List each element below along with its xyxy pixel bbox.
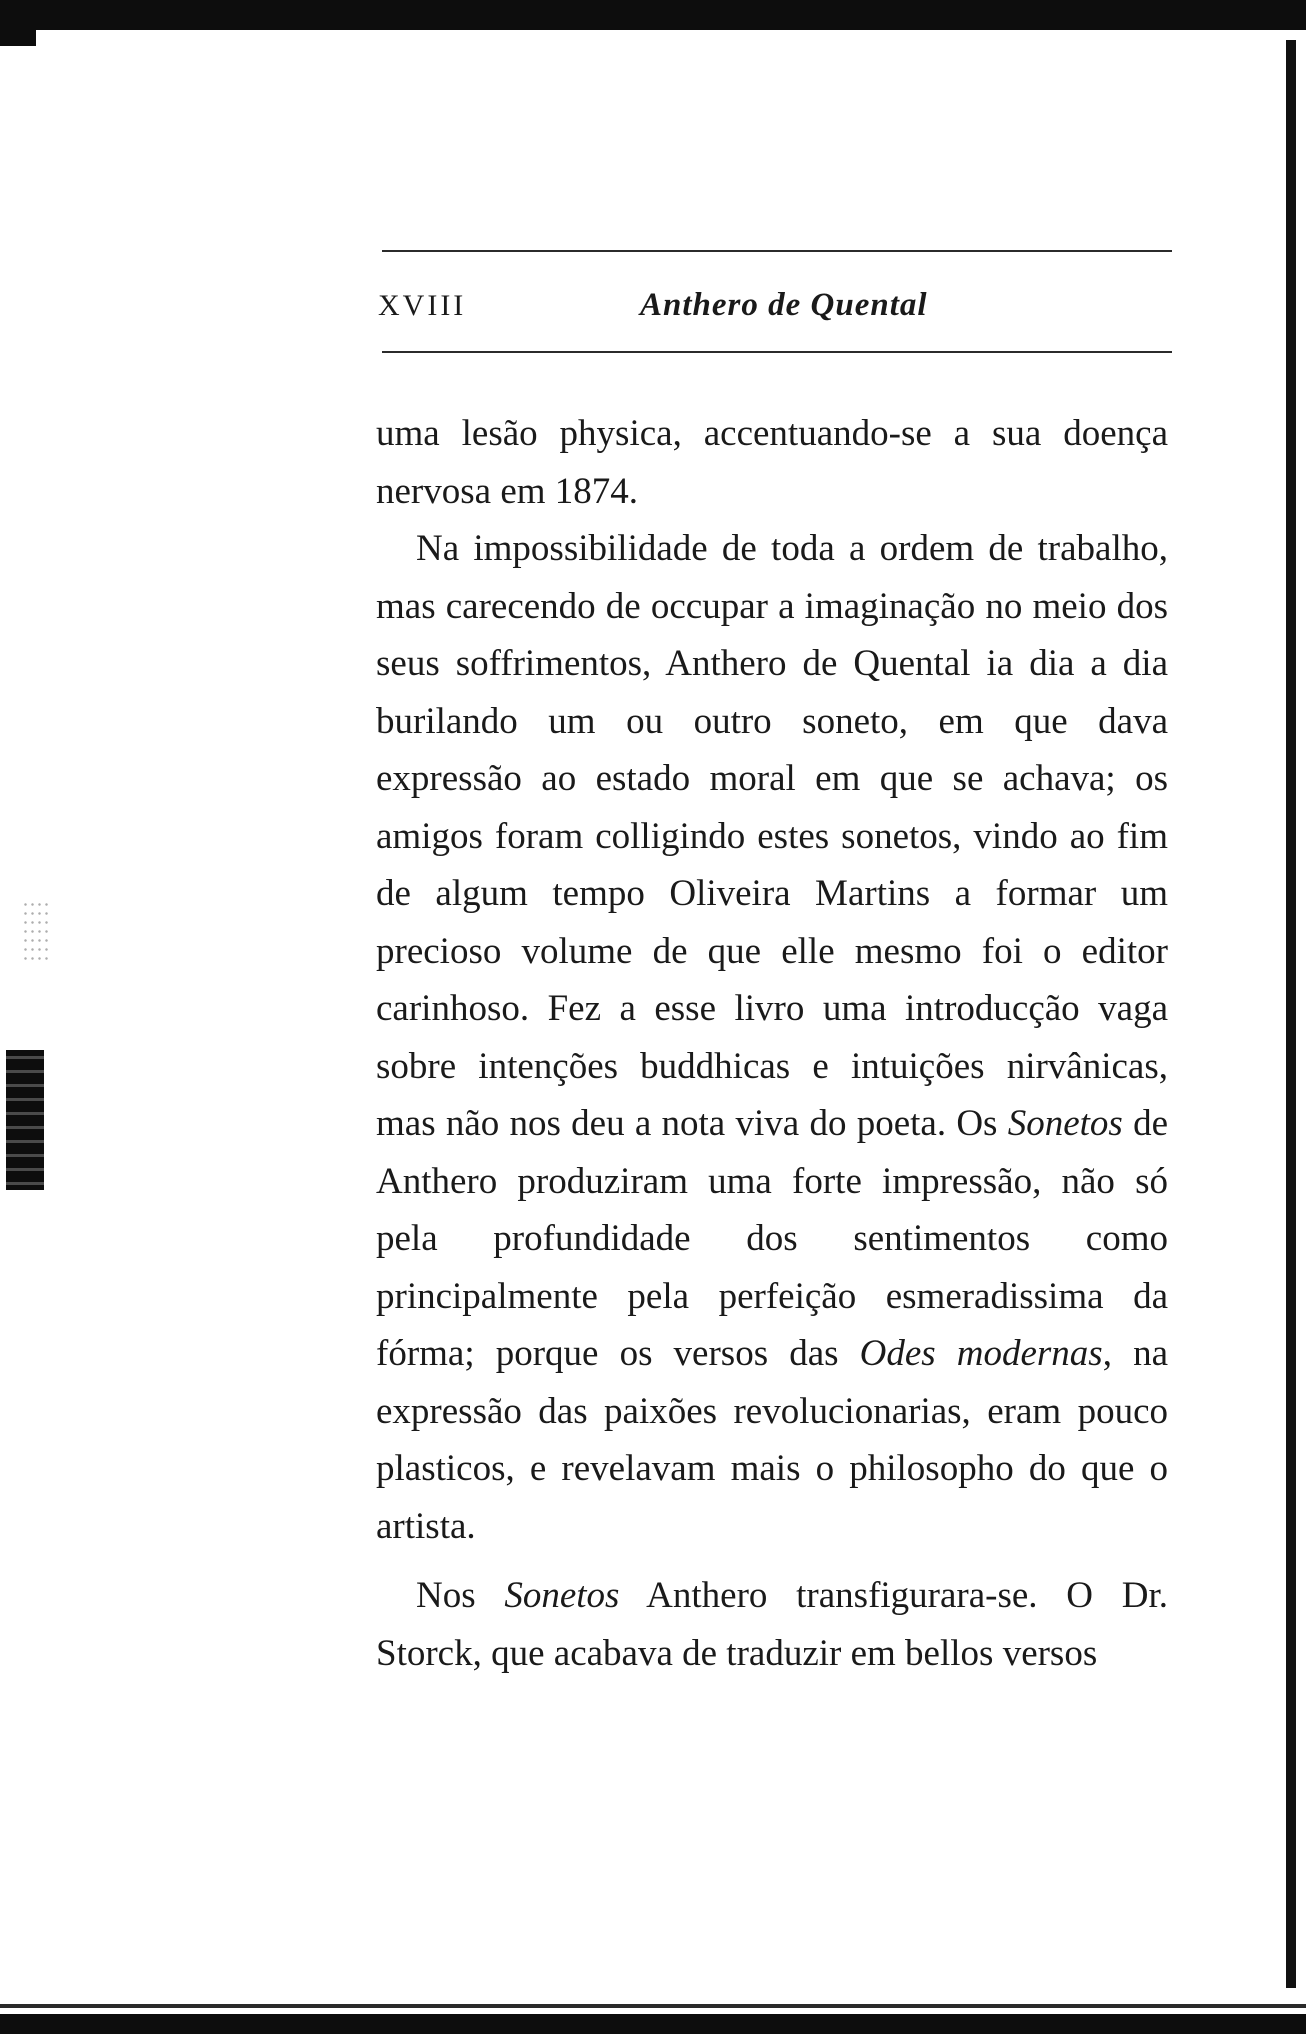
italic-title-sonetos-2: Sonetos: [504, 1575, 620, 1616]
paragraph-1: [376, 405, 1168, 520]
scan-border-top: [0, 0, 1306, 40]
paragraph-3: [376, 1567, 1168, 1682]
paragraph-3-text-b: Anthero transfigurara-se. O Dr. Storck, que acabava de traduzir em bellos versos: [376, 1575, 1168, 1674]
paragraph-2-text-a: Na impossibilidade de toda a ordem de trabalho, mas carecendo de occupar a imaginação no meio dos seus soffrimentos, Anthero de Quental ia dia a dia burilando um ou outro soneto, em que dava expressão ao estado moral em que se achava; os amigos foram colligindo estes sonetos, vindo ao fim de algum tempo Oliveira Martins a formar um precioso volume de que elle mesmo foi o editor carinhoso. Fez a esse livro uma introducção vaga sobre intenções buddhicas e intuições nirvânicas, mas não nos deu a nota viva do poeta. Os: [376, 528, 1168, 1144]
page-body: [376, 405, 1168, 1682]
paragraph-2-text-b: de Anthero produziram uma forte impressão, não só pela profundidade dos sentimentos como principalmente pela perfeição esmeradissima da fórma; porque os versos das: [376, 1103, 1168, 1374]
scan-border-right: [1278, 40, 1306, 2000]
scan-border-bottom: [0, 1988, 1306, 2034]
scan-smudge-left: [6, 1050, 44, 1190]
paragraph-3-text-a: Nos: [416, 1575, 505, 1616]
header-rule-bottom: [382, 351, 1172, 353]
italic-title-odes-modernas: Odes modernas: [859, 1333, 1103, 1374]
header-rule-top: [382, 250, 1172, 252]
paragraph-2-text-c: , na expressão das paixões revolucionarias, eram pouco plasticos, e revelavam mais o philosopho do que o artista.: [376, 1333, 1168, 1547]
running-title: Anthero de Quental: [640, 287, 928, 323]
scan-speckle-left: [22, 900, 48, 960]
paragraph-2: [376, 520, 1168, 1555]
italic-title-sonetos: Sonetos: [1007, 1103, 1123, 1144]
page-number: XVIII: [378, 289, 467, 322]
paragraph-1-text: uma lesão physica, accentuando-se a sua doença nervosa em 1874.: [376, 413, 1168, 512]
